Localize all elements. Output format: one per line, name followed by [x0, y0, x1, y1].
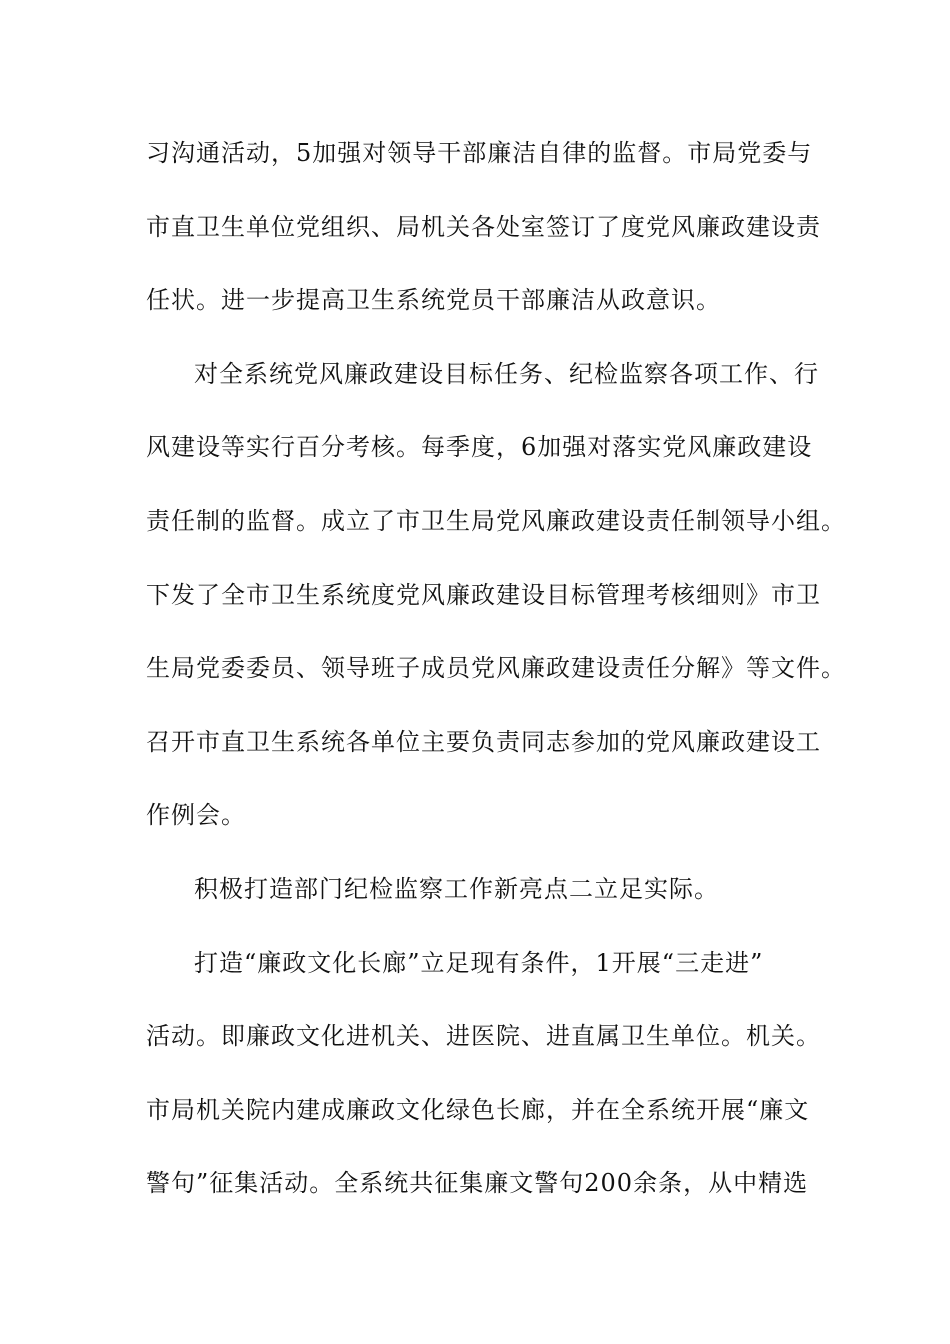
text-line: 市局机关院内建成廉政文化绿色长廊，并在全系统开展“廉文: [146, 1095, 810, 1124]
paragraph-start-line: 打造“廉政文化长廊”立足现有条件，1开展“三走进”: [194, 948, 764, 977]
text-line: 作例会。: [146, 801, 246, 830]
paragraph-start-line: 对全系统党风廉政建设目标任务、纪检监察各项工作、行: [194, 359, 819, 388]
text-line: 下发了全市卫生系统度党风廉政建设目标管理考核细则》市卫: [146, 580, 821, 609]
text-line: 警句”征集活动。全系统共征集廉文警句200余条，从中精选: [146, 1169, 809, 1198]
text-line: 习沟通活动，5加强对领导干部廉洁自律的监督。市局党委与: [146, 139, 813, 167]
text-line: 任状。进一步提高卫生系统党员干部廉洁从政意识。: [146, 286, 721, 315]
text-line: 市直卫生单位党组织、局机关各处室签订了度党风廉政建设责: [146, 212, 821, 241]
text-line: 风建设等实行百分考核。每季度，6加强对落实党风廉政建设: [146, 433, 813, 462]
paragraph-start-line: 积极打造部门纪检监察工作新亮点二立足实际。: [194, 874, 719, 903]
text-line: 召开市直卫生系统各单位主要负责同志参加的党风廉政建设工: [146, 727, 821, 756]
text-line: 生局党委委员、领导班子成员党风廉政建设责任分解》等文件。: [146, 654, 846, 683]
document-body: [146, 128, 846, 1232]
text-line: 责任制的监督。成立了市卫生局党风廉政建设责任制领导小组。: [146, 506, 846, 535]
text-line: 活动。即廉政文化进机关、进医院、进直属卫生单位。机关。: [146, 1022, 821, 1051]
